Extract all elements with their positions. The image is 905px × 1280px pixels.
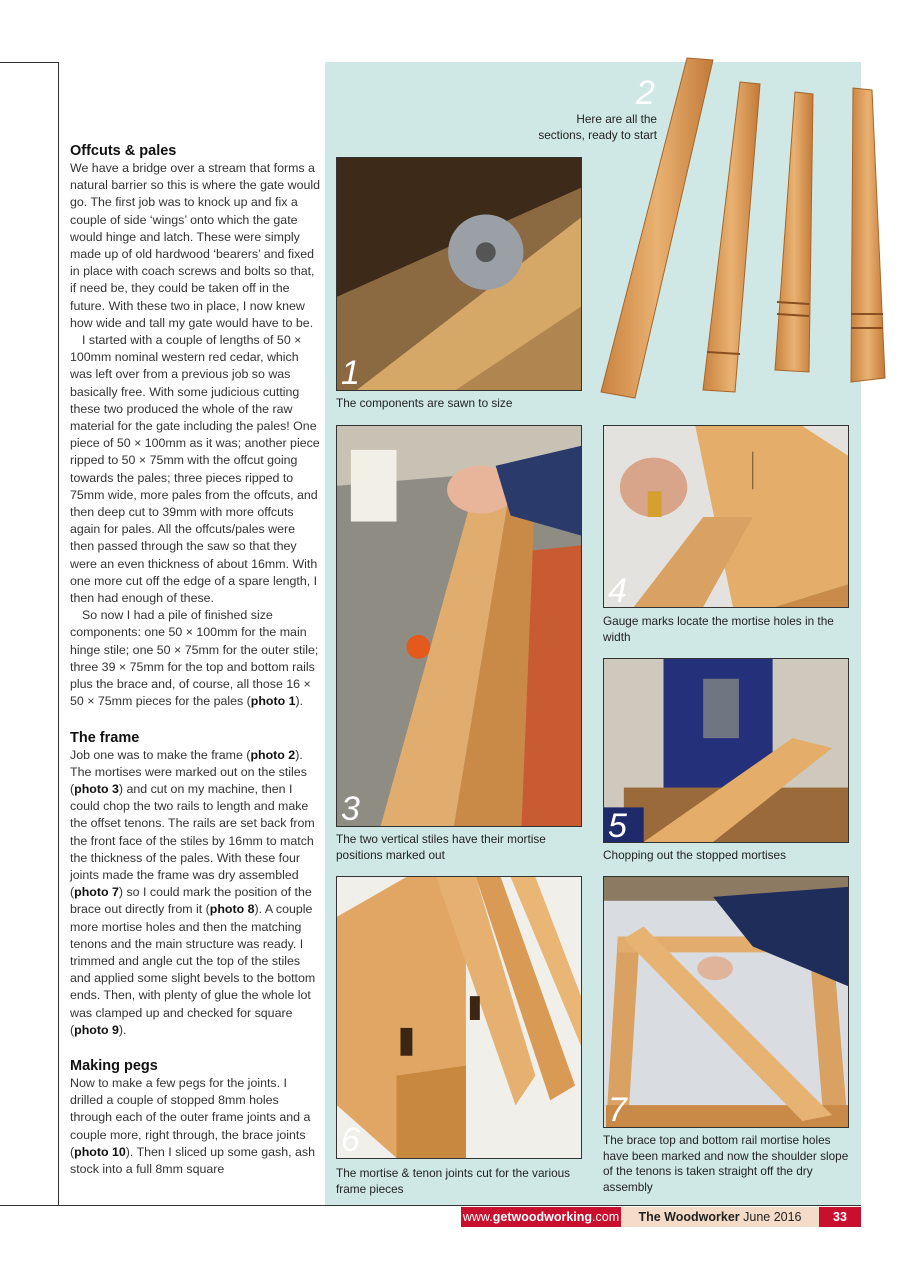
photo-6-caption: The mortise & tenon joints cut for the various frame pieces	[336, 1166, 571, 1196]
paragraph: Now to make a few pegs for the joints. I drilled a couple of stopped 8mm holes through each of the outer frame joints and a couple more, right through, the brace joints (photo 10). Then I sliced up some gash, ash stock into a full 8mm square	[70, 1075, 315, 1176]
photo-7-caption: The brace top and bottom rail mortise holes have been marked and now the shoulder slope of the tenons is taken straight off the dry assembly	[603, 1133, 849, 1194]
photo-reference: photo 10	[74, 1144, 126, 1159]
photo-7-number: 7	[608, 1091, 627, 1128]
photo-3-stiles-marked	[336, 425, 582, 827]
issue-date: June 2016	[743, 1210, 802, 1224]
paragraph: Job one was to make the frame (photo 2). The mortises were marked out on the stiles (photo 3) and cut on my machine, then I could chop the two rails to length and make the offset tenons. The rails are set back from the front face of the stiles by 16mm to match the thickness of the pales. With these four joints made the frame was dry assembled (photo 7) so I could mark the position of the brace out directly from it (photo 8). A couple more mortise holes and then the matching tenons and the main structure was ready. I trimmed and angle cut the top of the stiles and applied some slight bevels to the bottom ends. Then, with plenty of glue the whole lot was clamped up and checked for square (photo 9).	[70, 747, 316, 1037]
section-heading-offcuts: Offcuts & pales	[70, 143, 177, 159]
photo-6-mortise-tenon-joints	[336, 876, 582, 1159]
paragraph: So now I had a pile of finished size components: one 50 × 100mm for the main hinge stile; one 50 × 75mm for the outer stile; three 39 × 75mm for the top and bottom rails plus the brace and, of course, all those 16 × 50 × 75mm pieces for the pales (photo 1).	[70, 608, 319, 709]
photo-4-number: 4	[608, 572, 627, 608]
photo-3-caption: The two vertical stiles have their mortise positions marked out	[336, 832, 546, 862]
photo-reference: photo 1	[250, 694, 296, 709]
photo-3-number: 3	[341, 790, 360, 827]
photo-1-caption: The components are sawn to size	[336, 396, 513, 410]
bottom-rule	[0, 1205, 861, 1206]
photo-2-number: 2	[636, 74, 655, 112]
paragraph: I started with a couple of lengths of 50 × 100mm nominal western red cedar, which was left over from a previous job so was basically free. With some judicious cutting these two produced the whole of the raw material for the gate including the pales! One piece of 50 × 100mm as it was; another piece ripped to 50 × 75mm with the offcut going towards the pales; three pieces ripped to 75mm wide, more pales from the offcuts, and then deep cut to 39mm with more offcuts again for pales. All the offcuts/pales were then passed through the saw so that they were an even thickness of about 16mm. With one more cut off the edge of a spare length, I then had enough of these.	[70, 333, 320, 606]
photo-5-caption: Chopping out the stopped mortises	[603, 848, 786, 862]
photo-4-caption: Gauge marks locate the mortise holes in the width	[603, 614, 834, 644]
photo-5-number: 5	[608, 807, 627, 843]
photo-reference: photo 3	[74, 781, 119, 796]
page-number: 33	[819, 1207, 861, 1227]
photo-reference: photo 2	[250, 747, 296, 762]
left-margin-rule	[58, 62, 59, 1205]
section-heading-frame: The frame	[70, 729, 140, 746]
photo-6-number: 6	[341, 1121, 360, 1159]
footer-magazine-issue	[621, 1207, 819, 1227]
photo-1-number: 1	[341, 354, 360, 391]
photo-2-caption: Here are all the sections, ready to start	[538, 112, 657, 142]
magazine-name: The Woodworker	[638, 1210, 740, 1224]
photo-reference: photo 7	[74, 885, 119, 900]
photo-reference: photo 8	[209, 902, 255, 917]
photo-5-mortiser	[603, 658, 849, 843]
photo-4-gauge-marks	[603, 425, 849, 608]
article-body	[70, 142, 320, 1178]
section-heading-pegs: Making pegs	[70, 1057, 158, 1074]
top-rule	[0, 62, 58, 63]
photo-7-dry-assembly	[603, 876, 849, 1128]
photo-1-saw-table	[336, 157, 582, 391]
paragraph: We have a bridge over a stream that forms a natural barrier so this is where the gate would go. The first job was to knock up and fix a couple of side ‘wings’ onto which the gate would hinge and latch. These were simply made up of old hardwood ‘bearers’ and fixed in place with coach screws and bolts so that, if need be, they could be taken off in the future. With these two in place, I now knew how wide and tall my gate would have to be.	[70, 161, 321, 330]
footer-website-link[interactable]: www.getwoodworking.com	[461, 1207, 621, 1227]
photo-reference: photo 9	[74, 1022, 119, 1037]
